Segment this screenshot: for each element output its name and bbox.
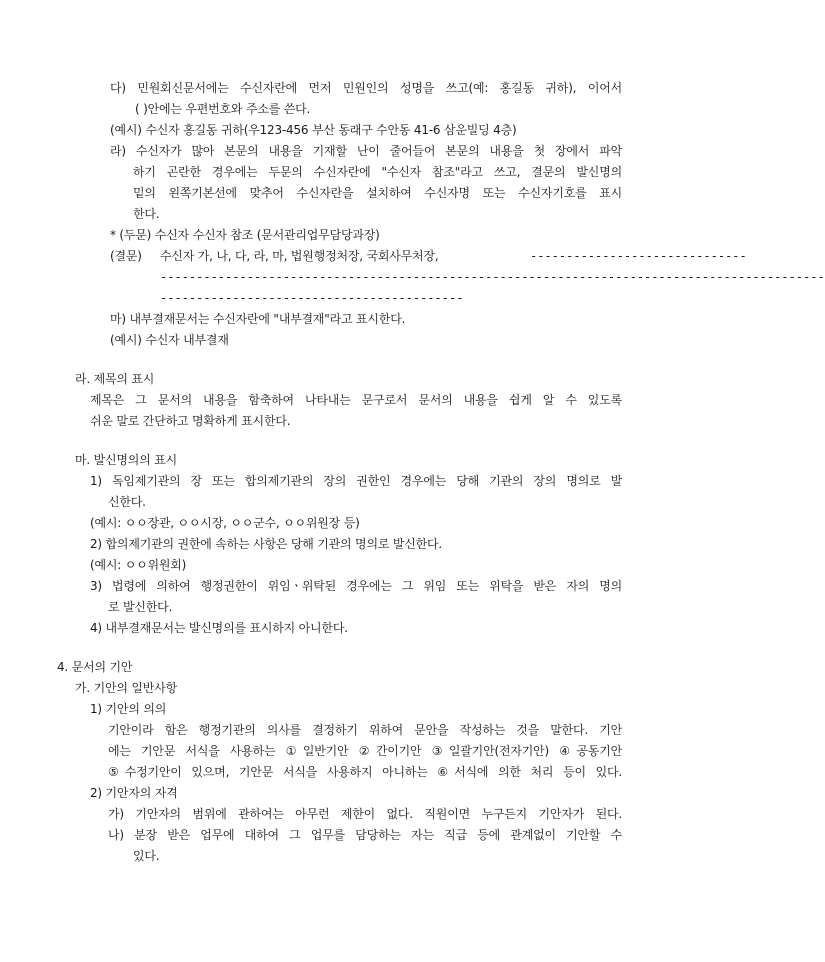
paragraph-line: 하기 곤란한 경우에는 두문의 수신자란에 "수신자 참조"라고 쓰고, 결문의 발신명의 — [133, 165, 622, 179]
paragraph-line: 가) 기안자의 범위에 관하여는 아무런 제한이 없다. 직원이면 누구든지 기안자가 된다. — [108, 807, 622, 821]
paragraph-line: ⑤수정기안이 있으며, 기안문 서식을 사용하지 아니하는 ⑥서식에 의한 처리 등이 있다. — [108, 765, 622, 779]
recipient-list: 수신자 가, 나, 다, 라, 마, 법원행정처장, 국회사무처장, — [160, 249, 439, 263]
dash-line: ------------------------------------------ — [160, 291, 464, 305]
paragraph-line: 4) 내부결재문서는 발신명의를 표시하지 아니한다. — [90, 621, 348, 635]
paragraph-line: 제목은 그 문서의 내용을 함축하여 나타내는 문구로서 문서의 내용을 쉽게 알 수 있도록 — [90, 393, 622, 407]
paragraph-line: 에는 기안문 서식을 사용하는 ①일반기안 ②간이기안 ③일괄기안(전자기안) ④공동기안 — [108, 744, 622, 758]
example-line: (예시) 수신자 내부결재 — [110, 333, 229, 347]
paragraph-line: 2) 합의제기관의 권한에 속하는 사항은 당해 기관의 명의로 발신한다. — [90, 537, 443, 551]
subsection-heading: 2) 기안자의 자격 — [90, 786, 178, 800]
paragraph-line: ( )안에는 우편번호와 주소를 쓴다. — [135, 102, 311, 116]
chapter-heading: 4. 문서의 기안 — [57, 660, 133, 674]
example-line: (예시: ㅇㅇ위원회) — [90, 558, 187, 572]
paragraph-line: 기안이라 함은 행정기관의 의사를 결정하기 위하여 문안을 작성하는 것을 말한다. 기안 — [108, 723, 622, 737]
example-line: (예시) 수신자 홍길동 귀하(우123-456 부산 동래구 수안동 41-6 삼운빌딩 4층) — [110, 123, 517, 137]
section-heading: 라. 제목의 표시 — [75, 372, 155, 386]
paragraph-line: 신한다. — [108, 495, 146, 509]
paragraph-line: 쉬운 말로 간단하고 명확하게 표시한다. — [90, 414, 291, 428]
paragraph-line: 라) 수신자가 많아 본문의 내용을 기재할 난이 줄어들어 본문의 내용을 첫 장에서 파악 — [110, 144, 622, 158]
paragraph-line: 밑의 왼쪽기본선에 맞추어 수신자란을 설치하여 수신자명 또는 수신자기호를 표시 — [133, 186, 622, 200]
dash-line: ------------------------------ — [530, 249, 747, 263]
example-line: * (두문) 수신자 수신자 참조 (문서관리업무담당과장) — [110, 228, 380, 242]
paragraph-line: 있다. — [133, 849, 160, 863]
paragraph-line: 한다. — [133, 207, 160, 221]
paragraph-line: 1) 독임제기관의 장 또는 합의제기관의 장의 권한인 경우에는 당해 기관의 장의 명의로 발 — [90, 474, 622, 488]
paragraph-line: 로 발신한다. — [108, 600, 173, 614]
dash-line: -------------------------------------------------------------------------------------------- — [160, 270, 825, 284]
paragraph-line: 다) 민원회신문서에는 수신자란에 먼저 민원인의 성명을 쓰고(예: 홍길동 귀하), 이어서 — [110, 81, 622, 95]
section-heading: 가. 기안의 일반사항 — [75, 681, 177, 695]
example-line: (예시: ㅇㅇ장관, ㅇㅇ시장, ㅇㅇ군수, ㅇㅇ위원장 등) — [90, 516, 360, 530]
paragraph-line: 3) 법령에 의하여 행정권한이 위임ㆍ위탁된 경우에는 그 위임 또는 위탁을 받은 자의 명의 — [90, 579, 622, 593]
paragraph-line: 나) 분장 받은 업무에 대하여 그 업무를 담당하는 자는 직급 등에 관계없이 기안할 수 — [108, 828, 622, 842]
example-label: (결문) — [110, 249, 142, 263]
section-heading: 마. 발신명의의 표시 — [75, 453, 177, 467]
paragraph-line: 마) 내부결재문서는 수신자란에 "내부결재"라고 표시한다. — [110, 312, 406, 326]
subsection-heading: 1) 기안의 의의 — [90, 702, 167, 716]
